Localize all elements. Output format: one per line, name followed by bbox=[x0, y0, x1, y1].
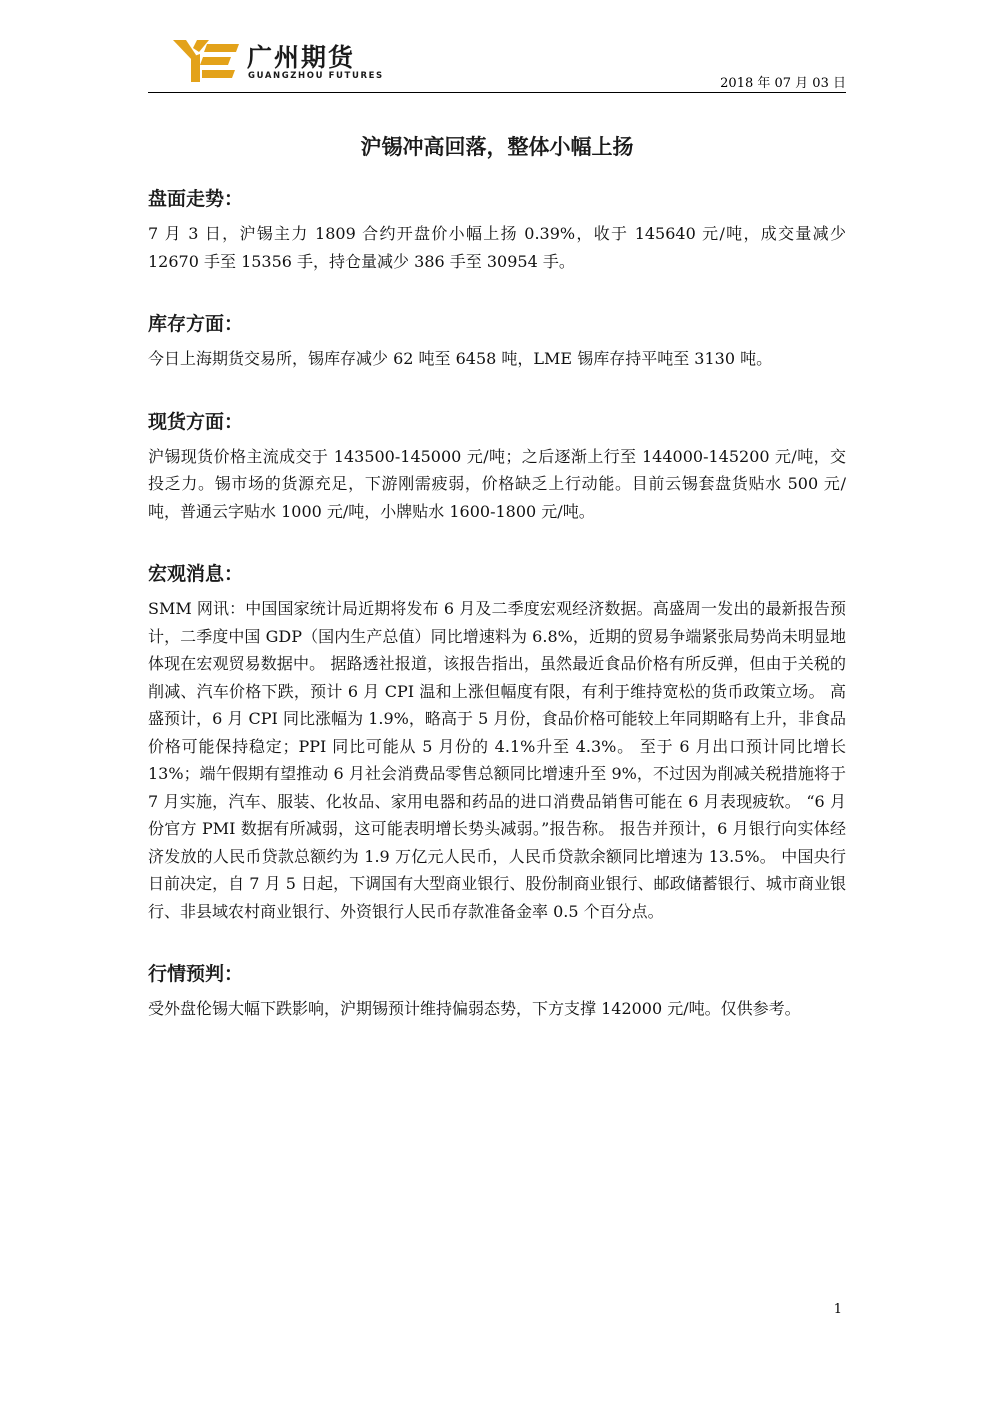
logo-english-name: GUANGZHOU FUTURES bbox=[248, 71, 384, 81]
company-logo bbox=[173, 40, 384, 84]
report-body bbox=[148, 184, 846, 1023]
page-header bbox=[148, 38, 846, 94]
page-number: 1 bbox=[833, 1302, 842, 1317]
report-title: 沪锡冲高回落，整体小幅上扬 bbox=[360, 135, 634, 159]
section-macro-news bbox=[148, 559, 846, 925]
section-paragraph: SMM 网讯：中国国家统计局近期将发布 6 月及二季度宏观经济数据。高盛周一发出的最新报告预计，二季度中国 GDP（国内生产总值）同比增速料为 6.8%，近期的贸易争端紧张局势尚未明显地体现在宏观贸易数据中。 据路透社报道，该报告指出，虽然最近食品价格有所反弹，但由于关税的削减、汽车价格下跌，预计 6 月 CPI 温和上涨但幅度有限，有利于维持宽松的货币政策立场。 高盛预计，6 月 CPI 同比涨幅为 1.9%，略高于 5 月份，食品价格可能较上年同期略有上升，非食品价格可能保持稳定；PPI 同比可能从 5 月份的 4.1%升至 4.3%。 至于 6 月出口预计同比增长 13%；端午假期有望推动 6 月社会消费品零售总额同比增速升至 9%，不过因为削减关税措施将于 7 月实施，汽车、服装、化妆品、家用电器和药品的进口消费品销售可能在 6 月表现疲软。 “6 月份官方 PMI 数据有所减弱，这可能表明增长势头减弱。”报告称。 报告并预计，6 月银行向实体经济发放的人民币贷款总额约为 1.9 万亿元人民币，人民币贷款余额同比增速为 13.5%。 中国央行日前决定，自 7 月 5 日起，下调国有大型商业银行、股份制商业银行、邮政储蓄银行、城市商业银行、非县域农村商业银行、外资银行人民币存款准备金率 0.5 个百分点。 bbox=[148, 599, 846, 921]
section-paragraph: 7 月 3 日，沪锡主力 1809 合约开盘价小幅上扬 0.39%，收于 145640 元/吨，成交量减少 12670 手至 15356 手，持仓量减少 386 手至 30954 手。 bbox=[148, 224, 846, 271]
section-paragraph: 受外盘伦锡大幅下跌影响，沪期锡预计维持偏弱态势，下方支撑 142000 元/吨。仅供参考。 bbox=[148, 999, 801, 1018]
section-heading: 行情预判： bbox=[148, 963, 244, 985]
section-paragraph: 今日上海期货交易所，锡库存减少 62 吨至 6458 吨，LME 锡库存持平吨至 3130 吨。 bbox=[148, 349, 773, 368]
section-market-trend bbox=[148, 184, 846, 275]
section-paragraph: 沪锡现货价格主流成交于 143500-145000 元/吨；之后逐渐上行至 144000-145200 元/吨，交投乏力。锡市场的货源充足，下游刚需疲弱，价格缺乏上行动能。目前云锡套盘货贴水 500 元/吨，普通云字贴水 1000 元/吨，小牌贴水 1600-1800 元/吨。 bbox=[148, 446, 846, 521]
section-outlook bbox=[148, 959, 846, 1023]
section-heading: 宏观消息： bbox=[148, 563, 244, 585]
logo-chinese-name: 广州期货 bbox=[247, 43, 356, 72]
report-date: 2018 年 07 月 03 日 bbox=[720, 76, 846, 91]
section-heading: 库存方面： bbox=[148, 313, 244, 335]
header-rule bbox=[148, 92, 846, 93]
guangzhou-futures-logo-icon bbox=[173, 40, 239, 82]
section-spot bbox=[148, 407, 846, 526]
section-inventory bbox=[148, 309, 846, 373]
section-heading: 盘面走势： bbox=[148, 188, 244, 210]
section-heading: 现货方面： bbox=[148, 410, 244, 433]
